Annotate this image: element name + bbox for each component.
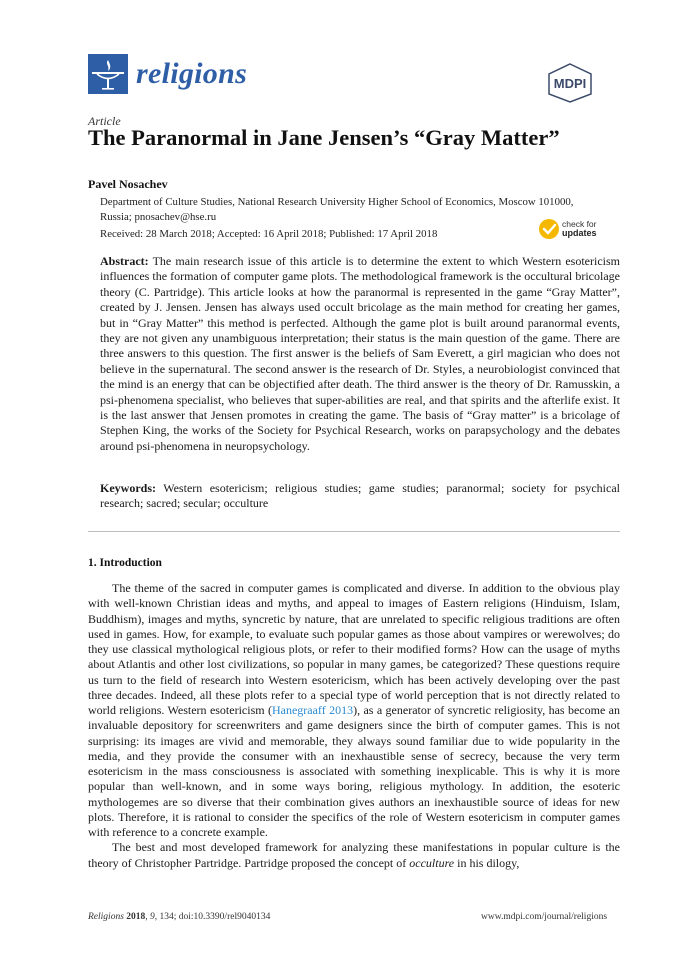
paragraph xyxy=(88,840,620,871)
journal-name: religions xyxy=(136,57,248,90)
checkmark-icon xyxy=(539,219,559,239)
footer-doi: , 134; doi:10.3390/rel9040134 xyxy=(154,912,271,922)
citation-link[interactable]: Hanegraaff 2013 xyxy=(271,703,354,717)
updates-label: updates xyxy=(562,228,597,238)
mdpi-logo-icon xyxy=(545,62,595,104)
divider xyxy=(88,531,620,532)
emphasized-term: occulture xyxy=(409,855,455,870)
keywords-text: Western esotericism; religious studies; game studies; paranormal; society for psychical research; sacred; secular; occulture xyxy=(100,481,620,511)
footer-year: 2018 xyxy=(126,912,146,922)
paragraph-text: The best and most developed framework for analyzing these manifestations in popular culture is the theory of Christopher Partridge. Partridge proposed the concept of xyxy=(88,840,620,870)
keywords-label: Keywords: xyxy=(100,481,156,495)
affiliation-line: Department of Culture Studies, National Research University Higher School of Economics, Moscow 101000, xyxy=(100,196,574,208)
footer-volume: 9 xyxy=(150,912,155,922)
article-title: The Paranormal in Jane Jensen’s “Gray Matter” xyxy=(88,125,560,150)
paragraph-text: The theme of the sacred in computer games is complicated and diverse. In addition to the obvious play with well-known Christian ideas and myths, and appeal to images of Eastern religions (Hinduism, Islam, Buddhism), images and myths, syncretic by nature, that are unrelated to specific religious traditions are often used in games. How, for example, to evaluate such popular games as those about vampires or werewolves; do they use classical mythological religious plots, or refer to their modified forms? How can the usage of myths about Atlantis and other lost civilizations, so popular in many games, be categorized? These questions require us turn to the field of research into Western esotericism, which has been actively developing over the past three decades. Indeed, all these plots refer to a special type of world perception that is not directly related to world religions. Western esotericism ( xyxy=(88,581,620,717)
abstract xyxy=(100,254,620,454)
abstract-label: Abstract: xyxy=(100,254,149,268)
keywords xyxy=(100,481,620,512)
section-heading: 1. Introduction xyxy=(88,557,162,569)
paragraph xyxy=(88,581,620,840)
paragraph-text: in his dilogy, xyxy=(454,855,520,870)
footer-citation: Religions 2018, 9, 134; doi:10.3390/rel9040134 xyxy=(88,912,271,922)
publication-dates: Received: 28 March 2018; Accepted: 16 April 2018; Published: 17 April 2018 xyxy=(100,228,438,240)
body-text xyxy=(88,581,620,871)
journal-logo-icon xyxy=(88,54,128,94)
paragraph-text: ), as a generator of syncretic religiosity, has become an invaluable depository for screenwriters and game designers since the birth of computer games. This is not surprising: its images are vivid and memorable, they always sound familiar due to wide popularity in the media, and they provide the consumer with an inexhaustible sense of secrecy, because the very term esotericism in the mass consciousness is associated with something inexplicable. This is why it is more popular than well-known, and in some ways boring, religious mythology. In addition, the esoteric mythologemes are so diverse that their combination gives authors an inexhaustible source of ideas for new plots. Therefore, it is rational to consider the specifics of the role of Western esotericism in computer games with reference to a concrete example. xyxy=(88,703,620,839)
affiliation-email-line: Russia; pnosachev@hse.ru xyxy=(100,211,217,223)
check-for-label: check for xyxy=(562,219,597,229)
svg-text:MDPI: MDPI xyxy=(553,76,587,91)
check-for-updates-button[interactable] xyxy=(539,219,597,239)
footer-journal: Religions xyxy=(88,912,124,922)
article-type: Article xyxy=(88,114,121,128)
footer-url[interactable]: www.mdpi.com/journal/religions xyxy=(481,912,608,922)
author-name: Pavel Nosachev xyxy=(88,177,168,191)
abstract-text: The main research issue of this article is to determine the extent to which Western esotericism influences the formation of computer game plots. The methodological framework is the occultural bricolage theory (C. Partridge). This article looks at how the paranormal is represented in the game “Gray Matter”, created by J. Jensen. Jensen has always used occult bricolage as the main method for creating her games, but in “Gray Matter” this method is perfected. Although the game plot is built around paranormal events, they are not given any unambiguous interpretation; their status is the main question of the game. There are three answers to this question. The first answer is the beliefs of Sam Everett, a girl magician who does not believe in the supernatural. The second answer is the research of Dr. Styles, a neurobiologist convinced that the mind is an energy that can be objectified after death. The third answer is the theory of Dr. Ramusskin, a psi-phenomena specialist, who believes that super-abilities are real, and that spirits and the afterlife exist. It is the last answer that Jensen promotes in creating the game. The basis of “Gray matter” is a bricolage of Stephen King, the works of the Society for Psychical Research, works on parapsychology and the debates around psi-phenomena in neuropsychology. xyxy=(100,254,620,453)
